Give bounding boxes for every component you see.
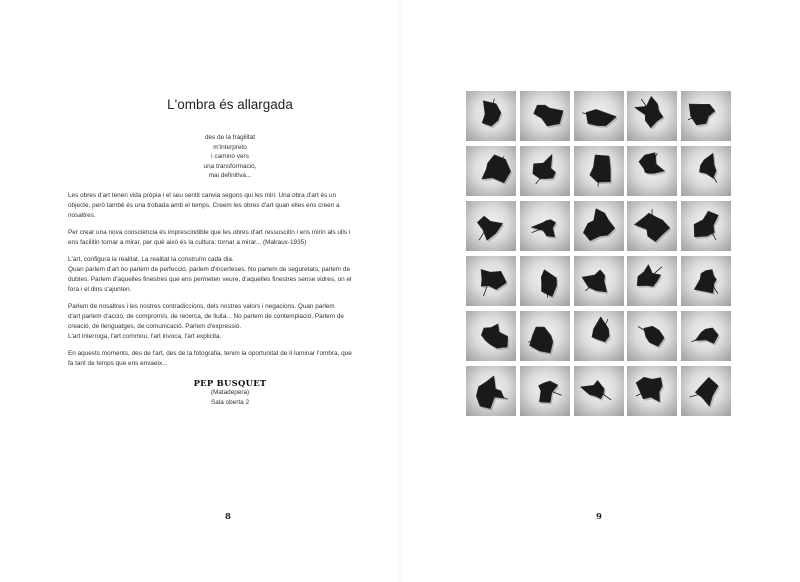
poem-line: des de la fragilitat [204, 134, 256, 141]
text-line: d'art parlem d'acció, de compromís, de recerca, de lluita... No parlem de contemplació. Parlem de [68, 313, 344, 320]
leaf-silhouette [574, 201, 624, 251]
leaf-photo [520, 91, 570, 141]
leaf-photo [681, 201, 731, 251]
leaf-silhouette [681, 146, 731, 196]
poem [68, 133, 392, 181]
leaf-silhouette [520, 146, 570, 196]
text-line: objecte, però també és una trobada amb el temps. Creem les obres d'art quan elles ens creen a [68, 202, 340, 209]
leaf-photo [627, 311, 677, 361]
leaf-photo [681, 146, 731, 196]
poem-line: i camino vers [211, 153, 249, 161]
text-line: L'art, configura la realitat. La realitat la construïm cada dia. [68, 256, 234, 263]
leaf-silhouette [574, 146, 624, 196]
paragraph-5 [68, 349, 394, 369]
leaf-photo [627, 146, 677, 196]
leaf-photo [520, 201, 570, 251]
page-number-left: 8 [225, 512, 231, 522]
leaf-photo [574, 366, 624, 416]
leaf-photo [520, 146, 570, 196]
leaf-silhouette [574, 91, 624, 141]
leaf-photo [627, 366, 677, 416]
leaf-photo [466, 311, 516, 361]
text-line: En aquests moments, des de l'art, des de la fotografia, tenim la oportunitat de il·luminar l'ombra, que [68, 350, 352, 357]
leaf-silhouette [466, 146, 516, 196]
leaf-photo [681, 366, 731, 416]
leaf-silhouette [520, 256, 570, 306]
leaf-photo [466, 366, 516, 416]
leaf-photo [520, 366, 570, 416]
leaf-photo [466, 146, 516, 196]
leaf-silhouette [627, 201, 677, 251]
leaf-silhouette [574, 366, 624, 416]
leaf-photo [520, 256, 570, 306]
leaf-silhouette [681, 201, 731, 251]
leaf-silhouette [681, 91, 731, 141]
text-line: creació, de llenguatges, de comunicació. Parlem d'expressió. [68, 323, 242, 330]
leaf-photo [466, 91, 516, 141]
leaf-silhouette [627, 256, 677, 306]
text-line: L'art interroga, l'art commou, l'art invoca, l'art explicita. [68, 333, 222, 340]
paragraph-2 [68, 228, 394, 248]
leaf-photo [627, 201, 677, 251]
leaf-silhouette [466, 256, 516, 306]
body-text [68, 191, 394, 376]
leaf-silhouette [520, 91, 570, 141]
leaf-photo [574, 201, 624, 251]
text-line: fa tant de temps que ens envaeix... [68, 360, 168, 367]
page-title: L'ombra és allargada [167, 97, 293, 112]
poem-line: m'interpreto [213, 143, 247, 151]
author-town: (Matadepera) [210, 389, 250, 396]
leaf-silhouette [627, 311, 677, 361]
paragraph-1 [68, 191, 394, 221]
poem-line: mai definitiva... [208, 172, 252, 180]
text-line: Parlem de nosaltres i les nostres contradiccions, dels nostres valors i negacions. Quan parlem [68, 303, 335, 310]
text-line: fora i el dins s'ajunten. [68, 286, 132, 293]
text-line: nosaltres. [68, 212, 96, 219]
leaf-silhouette [681, 366, 731, 416]
photo-grid [466, 91, 731, 421]
exhibition-venue: Sala oberta 2 [210, 398, 250, 406]
leaf-silhouette [520, 201, 570, 251]
leaf-silhouette [627, 91, 677, 141]
leaf-silhouette [681, 311, 731, 361]
text-line: Per crear una nova consciència és imprescindible que les obres d'art ressuscitin i ens mirin als ulls i [68, 229, 351, 236]
leaf-silhouette [520, 366, 570, 416]
author-name: PEP BUSQUET [193, 378, 267, 388]
leaf-silhouette [466, 201, 516, 251]
leaf-silhouette [466, 311, 516, 361]
leaf-silhouette [466, 366, 516, 416]
poem-line: una transformació, [203, 162, 257, 170]
leaf-silhouette [574, 256, 624, 306]
text-line: Les obres d'art tenen vida pròpia i el seu sentit canvia segons qui les miri. Una obra d'art és un [68, 192, 337, 199]
leaf-photo [466, 256, 516, 306]
text-line: dubtes. Parlem d'aquelles finestres que ens permeten veure, d'aquelles finestres sense vidres, on el [68, 276, 352, 283]
leaf-photo [466, 201, 516, 251]
paragraph-4 [68, 302, 394, 342]
leaf-photo [627, 256, 677, 306]
leaf-photo [574, 256, 624, 306]
author-signature [68, 378, 392, 407]
leaf-photo [681, 256, 731, 306]
leaf-silhouette [627, 146, 677, 196]
leaf-silhouette [520, 311, 570, 361]
page-number-right: 9 [596, 512, 602, 522]
leaf-photo [520, 311, 570, 361]
leaf-silhouette [681, 256, 731, 306]
right-page [400, 0, 800, 582]
leaf-silhouette [466, 91, 516, 141]
text-line: Quan parlem d'art no parlem de perfecció, parlem d'incerteses. No parlem de seguretats, parlem de [68, 266, 350, 273]
leaf-silhouette [574, 311, 624, 361]
leaf-photo [574, 91, 624, 141]
leaf-photo [681, 311, 731, 361]
leaf-photo [681, 91, 731, 141]
leaf-photo [574, 146, 624, 196]
leaf-photo [627, 91, 677, 141]
text-line: ens facilitin tornar a mirar, per què això és la cultura: tornar a mirar... (Malraux-1935) [68, 239, 307, 246]
paragraph-3 [68, 255, 394, 295]
leaf-silhouette [627, 366, 677, 416]
leaf-photo [574, 311, 624, 361]
